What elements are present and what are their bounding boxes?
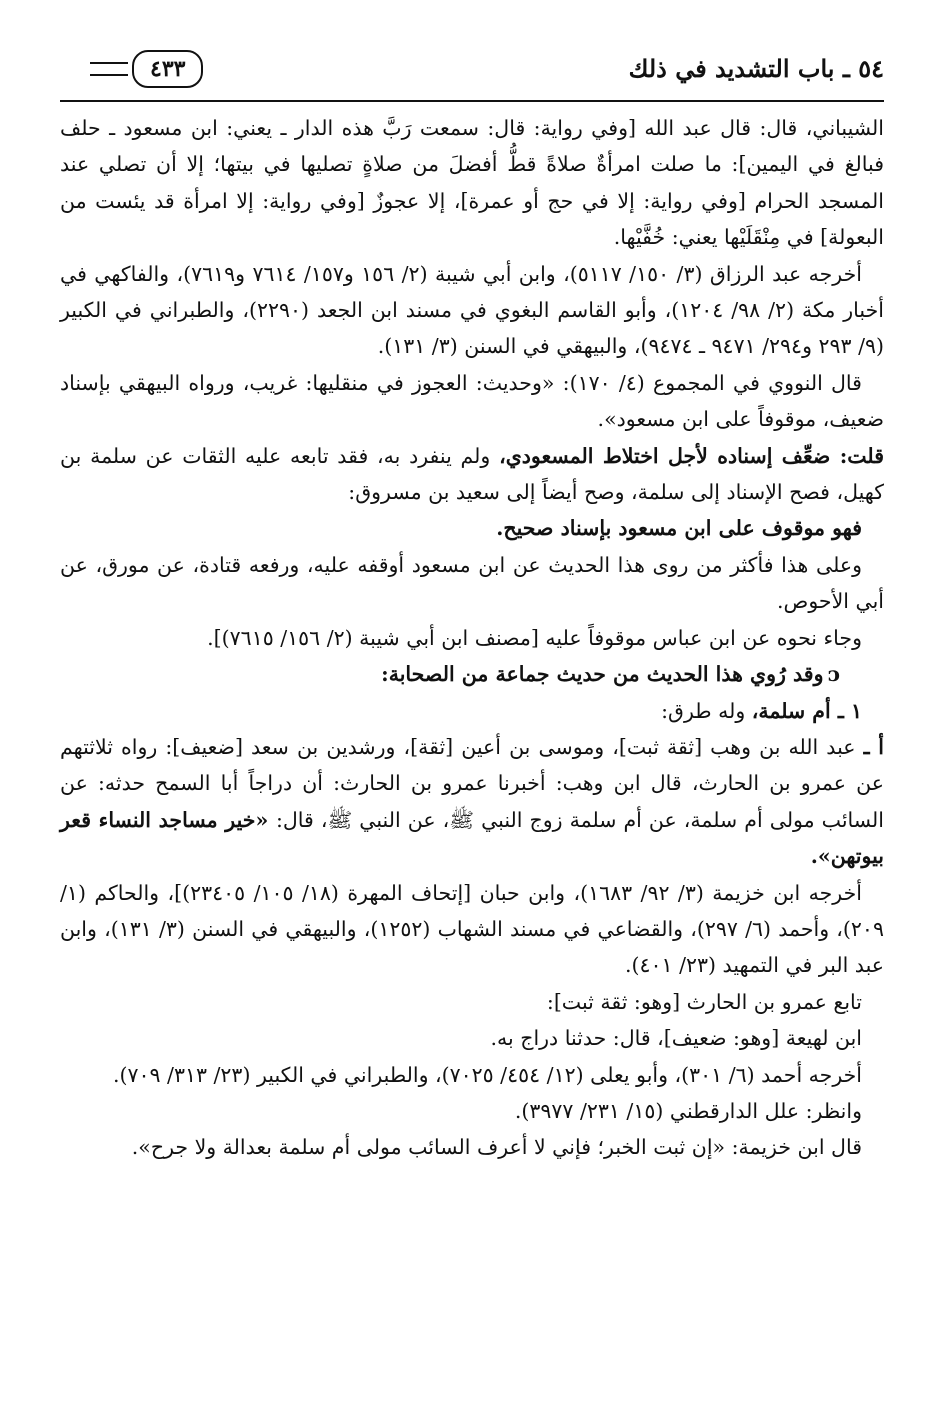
paragraph-bold: وقد رُوي هذا الحديث من حديث جماعة من الصحابة: xyxy=(381,662,824,687)
paragraph-10 xyxy=(60,729,884,875)
page-number: ٤٣٣ xyxy=(132,50,203,88)
ornament-lines xyxy=(90,62,128,76)
paragraph-text: وانظر: علل الدارقطني (١٥/ ٢٣١/ ٣٩٧٧). xyxy=(514,1098,862,1123)
paragraph-9 xyxy=(60,693,884,729)
paragraph-text: أخرجه ابن خزيمة (٣/ ٩٢/ ١٦٨٣)، وابن حبان [إتحاف المهرة (١٨/ ١٠٥/ ٢٣٤٠٥)]، والحاكم (١/ ٢٠٩)، وأحمد (٦/ ٢٩٧)، والقضاعي في مسند الشهاب (١٢٥٢)، والبيهقي في السنن (٣/ ١٣١)، وابن عبد البر في التمهيد (٢٣/ ٤٠١). xyxy=(60,880,884,978)
paragraph-6 xyxy=(60,547,884,620)
chapter-title: ٥٤ ـ باب التشديد في ذلك xyxy=(628,54,884,83)
section-marker-icon: ᴐ xyxy=(827,662,840,687)
paragraph-bold: ١ ـ أم سلمة، xyxy=(751,698,862,723)
paragraph-8 xyxy=(60,656,884,692)
paragraph-7 xyxy=(60,620,884,656)
paragraph-text: قال ابن خزيمة: «إن ثبت الخبر؛ فإني لا أعرف السائب مولى أم سلمة بعدالة ولا جرح». xyxy=(131,1135,862,1160)
paragraph-3 xyxy=(60,365,884,438)
paragraph-text: تابع عمرو بن الحارث [وهو: ثقة ثبت]: xyxy=(546,989,862,1014)
page-body xyxy=(60,102,884,1166)
paragraph-text: ولم ينفرد به، فقد تابعه عليه الثقات عن سلمة بن كهيل، فصح الإسناد إلى سلمة، وصح أيضاً إلى سعيد بن مسروق: xyxy=(60,443,884,505)
page-header xyxy=(60,40,884,102)
paragraph-11 xyxy=(60,875,884,984)
book-page xyxy=(60,40,884,1166)
paragraph-text: قال النووي في المجموع (٤/ ١٧٠): «وحديث: العجوز في منقليها: غريب، ورواه البيهقي بإسناد ضعيف، موقوفاً على ابن مسعود». xyxy=(60,370,884,432)
paragraph-14 xyxy=(60,1057,884,1093)
paragraph-text: أخرجه عبد الرزاق (٣/ ١٥٠/ ٥١١٧)، وابن أبي شيبة (٢/ ١٥٦ و١٥٧/ ٧٦١٤ و٧٦١٩)، والفاكهي في أخبار مكة (٢/ ٩٨/ ١٢٠٤)، وأبو القاسم البغوي في مسند ابن الجعد (٢٢٩٠)، والطبراني في الكبير (٩/ ٢٩٣ و٢٩٤/ ٩٤٧١ ـ ٩٤٧٤)، والبيهقي في السنن (٣/ ١٣١). xyxy=(60,261,884,359)
paragraph-2 xyxy=(60,256,884,365)
paragraph-1 xyxy=(60,110,884,256)
paragraph-15 xyxy=(60,1093,884,1129)
paragraph-text: وجاء نحوه عن ابن عباس موقوفاً عليه [مصنف ابن أبي شيبة (٢/ ١٥٦/ ٧٦١٥)]. xyxy=(207,625,862,650)
paragraph-text: ابن لهيعة [وهو: ضعيف]، قال: حدثنا دراج به. xyxy=(490,1026,862,1051)
paragraph-16 xyxy=(60,1129,884,1165)
paragraph-text: أخرجه أحمد (٦/ ٣٠١)، وأبو يعلى (١٢/ ٤٥٤/ ٧٠٢٥)، والطبراني في الكبير (٢٣/ ٣١٣/ ٧٠٩). xyxy=(112,1062,862,1087)
paragraph-4 xyxy=(60,438,884,511)
paragraph-bold: فهو موقوف على ابن مسعود بإسناد صحيح. xyxy=(496,516,862,541)
paragraph-5 xyxy=(60,510,884,546)
paragraph-text: الشيباني، قال: قال عبد الله [وفي رواية: قال: سمعت رَبَّ هذه الدار ـ يعني: ابن مسعود ـ حلف فبالغ في اليمين]: ما صلت امرأةٌ صلاةً قطُّ أفضلَ من صلاةٍ تصليها في بيتها؛ إلا أن تصلي عند المسجد الحرام [وفي رواية: إلا في حج أو عمرة]، إلا عجوزٌ [وفي رواية: إلا امرأة قد يئست من البعولة] في مِنْقَلَيْها يعني: خُفَّيْها. xyxy=(60,116,884,250)
paragraph-text: عبد الله بن وهب [ثقة ثبت]، وموسى بن أعين [ثقة]، ورشدين بن سعد [ضعيف]: رواه ثلاثتهم عن عمرو بن الحارث، قال ابن وهب: أخبرنا عمرو بن الحارث: أن دراجاً أبا السمح حدثه: عن السائب مولى أم سلمة، عن أم سلمة زوج النبي ﷺ، عن النبي ﷺ، قال: xyxy=(60,734,884,832)
page-number-ornament xyxy=(90,50,203,88)
hadith-text: «خير مساجد النساء قعر بيوتهن». xyxy=(60,807,884,869)
paragraph-text: وعلى هذا فأكثر من روى هذا الحديث عن ابن مسعود أوقفه عليه، ورفعه قتادة، عن مورق، عن أبي الأحوص. xyxy=(60,552,884,614)
paragraph-bold: قلت: ضعِّف إسناده لأجل اختلاط المسعودي، xyxy=(499,443,884,468)
paragraph-text: وله طرق: xyxy=(661,698,752,723)
paragraph-13 xyxy=(60,1020,884,1056)
paragraph-12 xyxy=(60,984,884,1020)
paragraph-bold: أ ـ xyxy=(863,734,884,759)
